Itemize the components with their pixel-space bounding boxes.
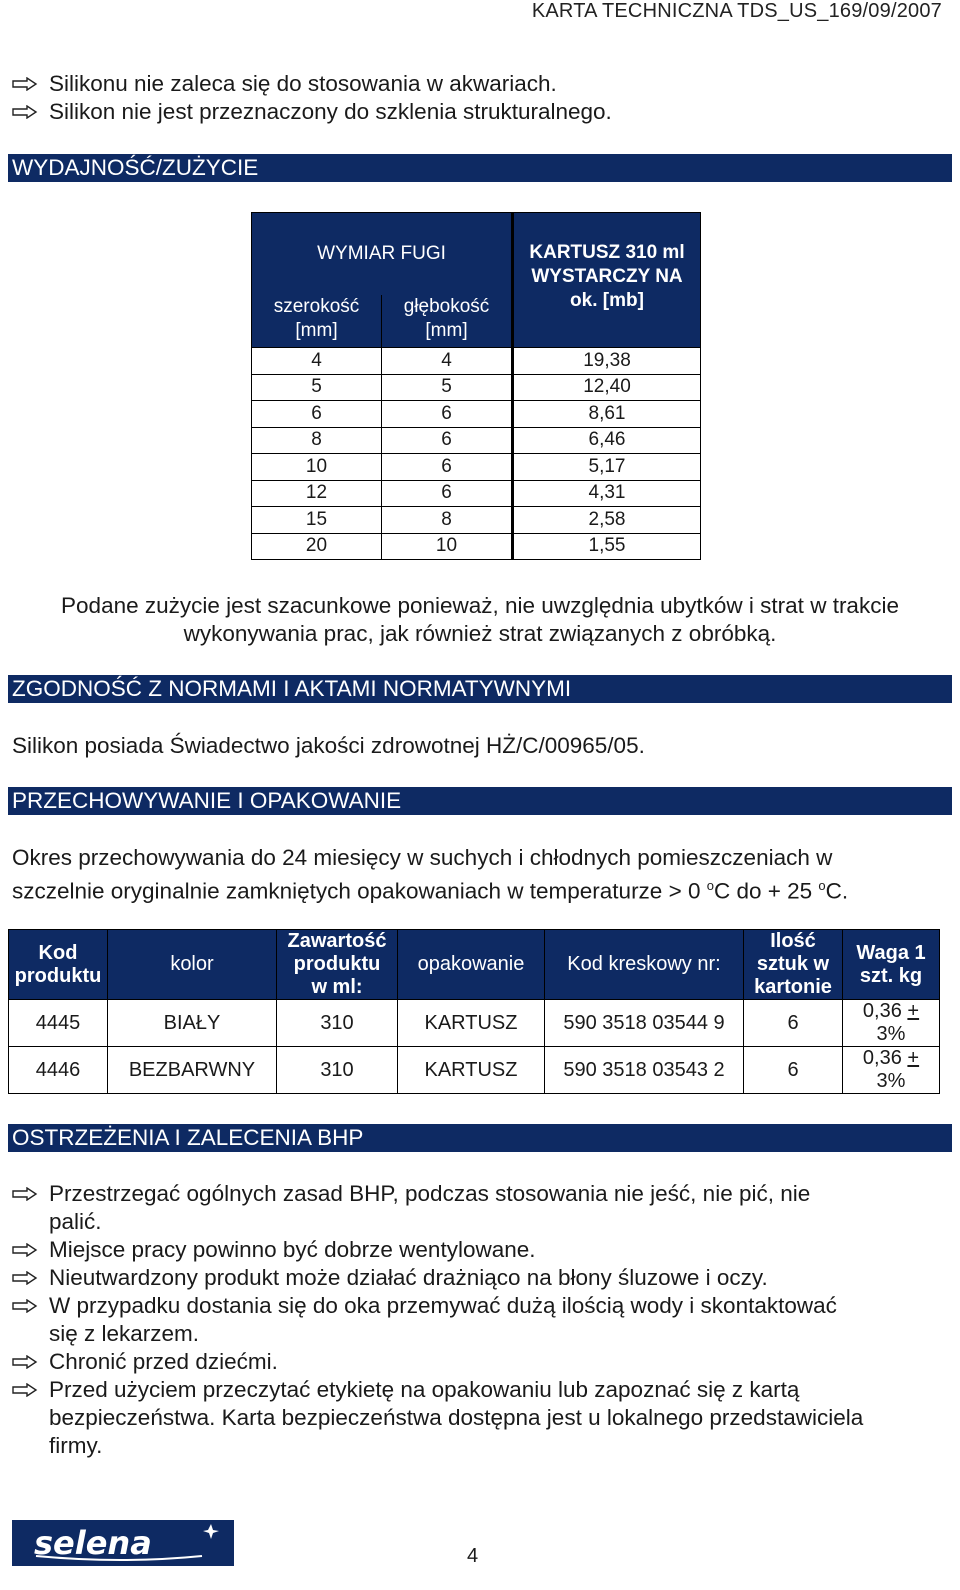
bullet-item: [12, 1348, 278, 1376]
storage-text-part: C do + 25: [713, 878, 819, 904]
header-volume: [277, 930, 398, 1000]
product-barcode: 590 3518 03544 9: [545, 1000, 744, 1047]
product-weight: [843, 1047, 940, 1094]
table-row: [252, 401, 701, 428]
weight-tolerance: 3%: [876, 1023, 906, 1045]
table-cell: 6,46: [513, 427, 701, 454]
product-barcode: 590 3518 03543 2: [545, 1047, 744, 1094]
consumption-note-line: wykonywania prac, jak również strat związanych z obróbką.: [183, 621, 777, 646]
bullet-item: [12, 70, 557, 98]
section-heading-safety: OSTRZEŻENIA I ZALECENIA BHP: [8, 1124, 952, 1152]
table-cell: 15: [252, 507, 382, 534]
plus-minus-sign: +: [907, 1000, 920, 1022]
arrow-right-outline-icon: [12, 1271, 38, 1285]
logo-text: selena: [34, 1524, 152, 1562]
table-cell: 6: [382, 401, 513, 428]
product-quantity: 6: [744, 1047, 843, 1094]
table-cell: 6: [252, 401, 382, 428]
width-label: szerokość [mm]: [273, 296, 360, 341]
arrow-right-outline-icon: [12, 1243, 38, 1257]
bullet-text: Silikonu nie zaleca się do stosowania w akwariach.: [49, 71, 557, 96]
storage-text-part: szczelnie oryginalnie zamkniętych opakowaniach w temperaturze > 0: [12, 878, 707, 904]
table-row: [9, 1000, 940, 1047]
bullet-text: firmy.: [49, 1433, 103, 1458]
bullet-item: [12, 1376, 863, 1460]
arrow-right-outline-icon: [12, 1355, 38, 1369]
plus-minus-sign: +: [907, 1047, 920, 1069]
document-reference: KARTA TECHNICZNA TDS_US_169/09/2007: [531, 0, 942, 22]
table-cell: 10: [252, 454, 382, 481]
product-color: BIAŁY: [108, 1000, 277, 1047]
table-cell: 6: [382, 427, 513, 454]
storage-text-part: C.: [825, 878, 849, 904]
table-cell: 8: [382, 507, 513, 534]
bullet-item: [12, 1292, 837, 1348]
arrow-right-outline-icon: [12, 1383, 38, 1397]
table-cell: 6: [382, 454, 513, 481]
fuga-dimension-label: WYMIAR FUGI: [317, 243, 446, 264]
bullet-item: [12, 1236, 536, 1264]
table-cell: 4: [252, 348, 382, 375]
section-heading-compliance: ZGODNOŚĆ Z NORMAMI I AKTAMI NORMATYWNYMI: [8, 675, 952, 703]
consumption-note: [8, 592, 952, 648]
table-cell: 5,17: [513, 454, 701, 481]
product-volume: 310: [277, 1047, 398, 1094]
page-number: 4: [467, 1545, 479, 1567]
product-table: [8, 929, 940, 1094]
weight-value: 0,36: [862, 1000, 902, 1022]
consumption-table: [251, 212, 701, 560]
bullet-text: Miejsce pracy powinno być dobrze wentylowane.: [49, 1237, 536, 1262]
bullet-text: Przestrzegać ogólnych zasad BHP, podczas stosowania nie jeść, nie pić, nie: [49, 1181, 811, 1206]
table-cell: 4,31: [513, 480, 701, 507]
product-packaging: KARTUSZ: [398, 1047, 545, 1094]
table-row: [9, 1047, 940, 1094]
bullet-text: Nieutwardzony produkt może działać drażniąco na błony śluzowe i oczy.: [49, 1265, 768, 1290]
table-cell: 1,55: [513, 533, 701, 560]
header-label: kolor: [170, 953, 214, 975]
table-cell: 12,40: [513, 374, 701, 401]
width-header: [252, 295, 382, 348]
degree-sign: o: [706, 878, 714, 893]
bullet-text: bezpieczeństwa. Karta bezpieczeństwa dostępna jest u lokalnego przedstawiciela: [49, 1405, 864, 1430]
storage-text: [12, 844, 952, 906]
table-cell: 20: [252, 533, 382, 560]
consumption-note-line: Podane zużycie jest szacunkowe ponieważ, nie uwzględnia ubytków i strat w trakcie: [61, 593, 899, 618]
fuga-dimension-header: [252, 213, 513, 296]
weight-tolerance: 3%: [876, 1070, 906, 1092]
storage-line: [12, 872, 952, 906]
table-row: [252, 480, 701, 507]
header-quantity: [744, 930, 843, 1000]
bullet-item: [12, 1180, 810, 1236]
table-cell: 8: [252, 427, 382, 454]
yield-header: [513, 213, 701, 348]
bullet-text: Przed użyciem przeczytać etykietę na opakowaniu lub zapoznać się z kartą: [49, 1377, 800, 1402]
table-row: [252, 427, 701, 454]
product-weight: [843, 1000, 940, 1047]
weight-value: 0,36: [862, 1047, 902, 1069]
storage-line: Okres przechowywania do 24 miesięcy w suchych i chłodnych pomieszczeniach w: [12, 845, 833, 870]
table-cell: 12: [252, 480, 382, 507]
product-quantity: 6: [744, 1000, 843, 1047]
bullet-text: palić.: [49, 1209, 102, 1234]
header-label: Kod produktu: [14, 941, 102, 987]
header-label: Zawartość produktu w ml:: [287, 930, 387, 998]
certificate-text: Silikon posiada Świadectwo jakości zdrowotnej HŻ/C/00965/05.: [12, 733, 645, 758]
degree-sign: o: [818, 878, 826, 893]
table-cell: 10: [382, 533, 513, 560]
selena-logo: [12, 1520, 234, 1566]
table-cell: 5: [252, 374, 382, 401]
table-row: [252, 348, 701, 375]
header-label: Waga 1 szt. kg: [856, 941, 926, 987]
header-label: Ilość sztuk w kartonie: [754, 930, 832, 998]
header-label: Kod kreskowy nr:: [567, 953, 721, 975]
product-code: 4446: [9, 1047, 108, 1094]
table-cell: 5: [382, 374, 513, 401]
selena-logo-graphic: [12, 1520, 234, 1566]
bullet-text: Chronić przed dziećmi.: [49, 1349, 278, 1374]
table-row: [252, 374, 701, 401]
arrow-right-outline-icon: [12, 105, 38, 119]
product-code: 4445: [9, 1000, 108, 1047]
bullet-text: W przypadku dostania się do oka przemywać dużą ilością wody i skontaktować: [49, 1293, 837, 1318]
depth-label: głębokość [mm]: [403, 296, 490, 341]
arrow-right-outline-icon: [12, 77, 38, 91]
table-cell: 8,61: [513, 401, 701, 428]
table-row: [252, 533, 701, 560]
header-label: opakowanie: [417, 953, 525, 975]
table-row: [252, 454, 701, 481]
yield-label: KARTUSZ 310 ml WYSTARCZY NA ok. [mb]: [529, 242, 685, 311]
bullet-item: [12, 98, 612, 126]
product-packaging: KARTUSZ: [398, 1000, 545, 1047]
header-weight: [843, 930, 940, 1000]
arrow-right-outline-icon: [12, 1187, 38, 1201]
header-color: [108, 930, 277, 1000]
product-color: BEZBARWNY: [108, 1047, 277, 1094]
header-product-code: [9, 930, 108, 1000]
bullet-text: Silikon nie jest przeznaczony do szklenia strukturalnego.: [49, 99, 612, 124]
bullet-item: [12, 1264, 768, 1292]
header-barcode: [545, 930, 744, 1000]
table-cell: 6: [382, 480, 513, 507]
arrow-right-outline-icon: [12, 1299, 38, 1313]
table-cell: 19,38: [513, 348, 701, 375]
table-cell: 4: [382, 348, 513, 375]
depth-header: [382, 295, 513, 348]
section-heading-storage: PRZECHOWYWANIE I OPAKOWANIE: [8, 787, 952, 815]
product-volume: 310: [277, 1000, 398, 1047]
header-packaging: [398, 930, 545, 1000]
bullet-text: się z lekarzem.: [49, 1321, 200, 1346]
star-icon: [203, 1524, 219, 1539]
table-cell: 2,58: [513, 507, 701, 534]
table-row: [252, 507, 701, 534]
section-heading-consumption: WYDAJNOŚĆ/ZUŻYCIE: [8, 154, 952, 182]
